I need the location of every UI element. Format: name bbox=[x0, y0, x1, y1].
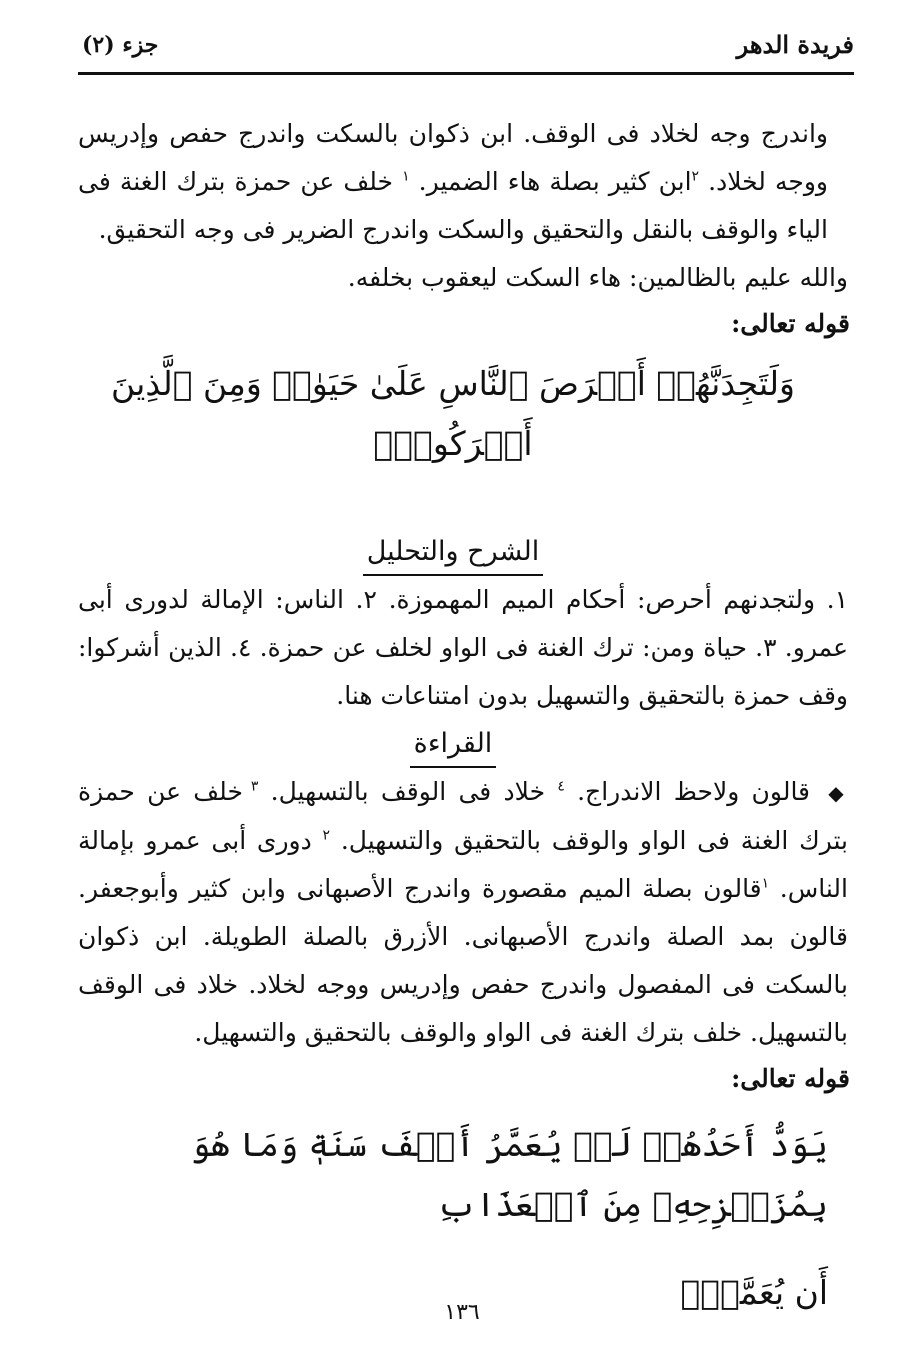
page-body bbox=[78, 110, 850, 1323]
heading-qiraa bbox=[78, 724, 828, 768]
paragraph-1-text-a: واندرج وجه لخلاد فى الوقف. ابن ذكوان بالسكت واندرج حفص وإدريس ووجه لخلاد. bbox=[78, 119, 828, 196]
qawluhu-label-2: قوله تعالى: bbox=[731, 1064, 850, 1093]
paragraph-1 bbox=[78, 110, 828, 254]
qiraa-text-d: دورى أبى عمرو بإمالة الناس. bbox=[78, 826, 848, 903]
footnote-marker: ٤ bbox=[557, 778, 565, 795]
spacer bbox=[78, 474, 828, 532]
qiraa-text-c: خلف عن حمزة بترك الغنة فى الواو والوقف بالتحقيق والتسهيل. bbox=[78, 777, 849, 855]
header-rule bbox=[78, 72, 854, 75]
qiraa-text-b: خلاد فى الوقف بالتسهيل. bbox=[258, 777, 558, 806]
running-title: فريدة الدهر bbox=[736, 30, 854, 59]
heading-sharh bbox=[78, 532, 828, 576]
qiraa-text-a: قالون ولاحظ الاندراج. bbox=[564, 777, 823, 806]
footnote-marker: ٢ bbox=[322, 827, 331, 844]
part-label: جزء (٢) bbox=[82, 32, 159, 58]
qiraa-text-e: قالون بصلة الميم مقصورة واندرج الأصبهانى وابن كثير وأبوجعفر. قالون بمد الصلة واندرج الأصبهانى. الأزرق بالصلة الطويلة. ابن ذكوان بالسكت فى المفصول واندرج حفص وإدريس ووجه لخلاد. خلاد فى الوقف بالتسهيل. خلف بترك الغنة فى الواو والوقف بالتحقيق والتسهيل. bbox=[78, 874, 848, 1047]
paragraph-1-text-c: خلف عن حمزة بترك الغنة فى الياء والوقف بالنقل والتحقيق والسكت واندرج الضرير فى وجه التحقيق. bbox=[78, 167, 828, 244]
qiraa-paragraph bbox=[78, 768, 848, 1057]
footnote-marker: ١ bbox=[402, 168, 410, 185]
zalimin-line: والله عليم بالظالمين: هاء السكت ليعقوب بخلفه. bbox=[347, 263, 848, 292]
footnote-marker: ١ bbox=[761, 875, 770, 892]
heading-sharh-text: الشرح والتحليل bbox=[363, 532, 544, 576]
quran-verse-1: وَلَتَجِدَنَّهُمۡ أَحۡرَصَ ٱلنَّاسِ عَلَىٰ حَيَوٰةٖ وَمِنَ ٱلَّذِينَ أَشۡرَكُواْۚ bbox=[111, 364, 795, 463]
diamond-bullet-icon: ◆ bbox=[828, 781, 848, 805]
footnote-marker: ٢ bbox=[691, 168, 700, 185]
heading-qiraa-text: القراءة bbox=[410, 724, 497, 768]
paragraph-1-text-b: ابن كثير بصلة هاء الضمير. bbox=[409, 167, 692, 196]
footnote-marker: ٣ bbox=[250, 778, 259, 795]
quran-verse-2-line-1: يَوَدُّ أَحَدُهُمۡ لَوۡ يُعَمَّرُ أَلۡفَ سَنَةٖ وَمَا هُوَ بِمُزَحۡزِحِهِۦ مِنَ ٱلۡعَذَابِ bbox=[191, 1125, 828, 1224]
qawluhu-label-1: قوله تعالى: bbox=[731, 309, 850, 338]
page-number: ١٣٦ bbox=[444, 1300, 480, 1325]
sharh-paragraph: ١. ولتجدنهم أحرص: أحكام الميم المهموزة. ٢. الناس: الإمالة لدورى أبى عمرو. ٣. حياة ومن: ترك الغنة فى الواو لخلف عن حمزة. ٤. الذين أشركوا: وقف حمزة بالتحقيق والتسهيل بدون امتناعات هنا. bbox=[78, 585, 849, 710]
quran-verse-2-line-2: أَن يُعَمَّرَۗ bbox=[680, 1273, 828, 1312]
